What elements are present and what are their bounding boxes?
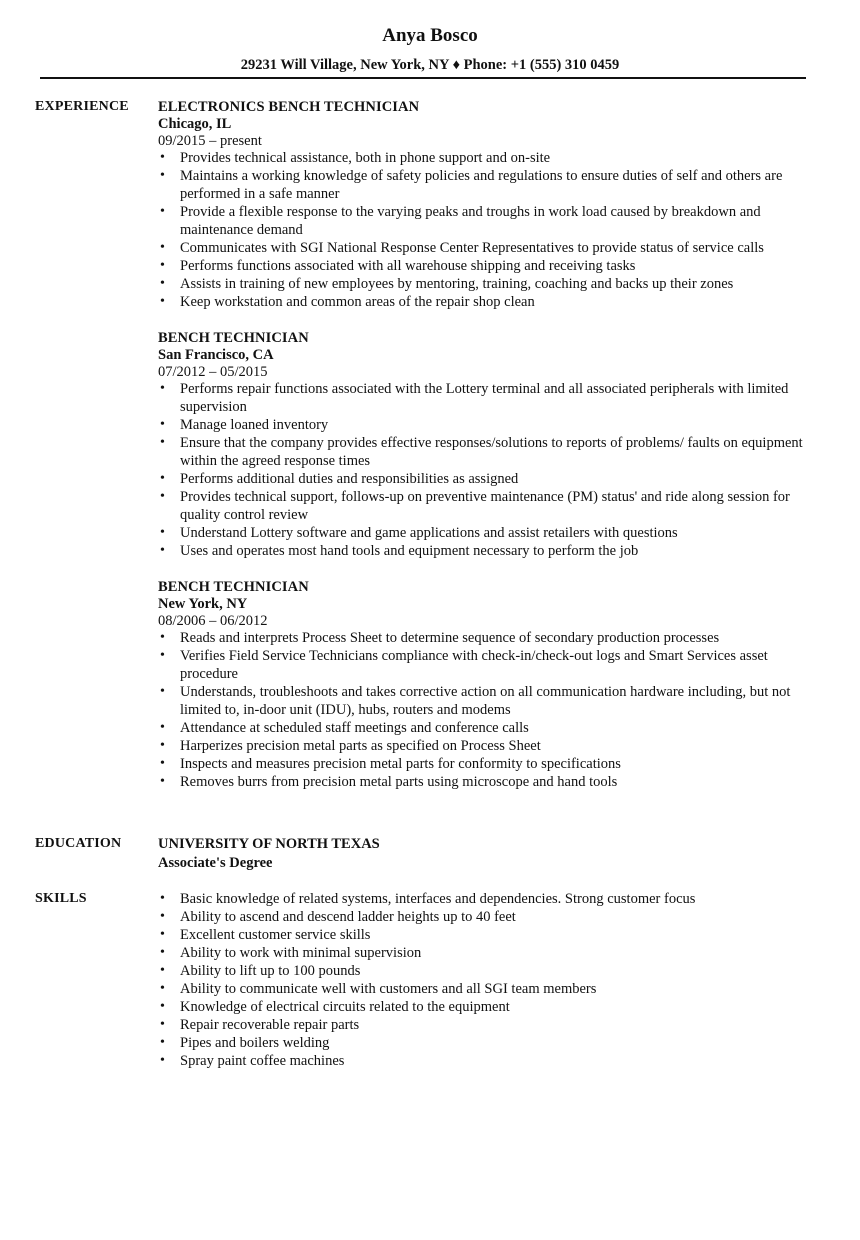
- list-item: • Ensure that the company provides effective responses/solutions to reports of problems/ faults on equipment within the agreed response times: [158, 434, 818, 470]
- list-item: • Provides technical support, follows-up on preventive maintenance (PM) status' and ride along session for quality control review: [158, 488, 818, 524]
- job-location: New York, NY: [158, 596, 248, 612]
- education-body: [158, 835, 818, 873]
- section-label-skills: SKILLS: [35, 891, 87, 906]
- list-item: • Performs repair functions associated with the Lottery terminal and all associated peripherals with limited supervision: [158, 380, 818, 416]
- skills-body: [158, 890, 818, 1070]
- list-item: • Ability to work with minimal supervision: [158, 944, 818, 962]
- list-item: • Inspects and measures precision metal parts for conformity to specifications: [158, 755, 818, 773]
- list-item: • Ability to communicate well with customers and all SGI team members: [158, 980, 818, 998]
- job-duties: [158, 380, 818, 560]
- list-item: • Pipes and boilers welding: [158, 1034, 818, 1052]
- list-item: • Understand Lottery software and game applications and assist retailers with questions: [158, 524, 818, 542]
- list-item: • Reads and interprets Process Sheet to determine sequence of secondary production processes: [158, 629, 818, 647]
- resume-header: [0, 24, 860, 74]
- list-item: • Removes burrs from precision metal parts using microscope and hand tools: [158, 773, 818, 791]
- section-label-education: EDUCATION: [35, 836, 122, 851]
- contact-line: 29231 Will Village, New York, NY ♦ Phone: +1 (555) 310 0459: [240, 57, 620, 73]
- list-item: • Performs functions associated with all warehouse shipping and receiving tasks: [158, 257, 818, 275]
- list-item: • Knowledge of electrical circuits related to the equipment: [158, 998, 818, 1016]
- job-title: ELECTRONICS BENCH TECHNICIAN: [158, 99, 420, 115]
- candidate-name: Anya Bosco: [382, 25, 478, 46]
- job-location: Chicago, IL: [158, 116, 232, 132]
- list-item: • Manage loaned inventory: [158, 416, 818, 434]
- job-location: San Francisco, CA: [158, 347, 274, 363]
- job-dates: 08/2006 – 06/2012: [158, 613, 268, 629]
- list-item: • Understands, troubleshoots and takes corrective action on all communication hardware including, but not limited to, in-door unit (IDU), hubs, routers and modems: [158, 683, 818, 719]
- list-item: • Ability to lift up to 100 pounds: [158, 962, 818, 980]
- list-item: • Harperizes precision metal parts as specified on Process Sheet: [158, 737, 818, 755]
- degree: Associate's Degree: [158, 855, 273, 871]
- list-item: • Ability to ascend and descend ladder heights up to 40 feet: [158, 908, 818, 926]
- job-dates: 09/2015 – present: [158, 133, 262, 149]
- job-dates: 07/2012 – 05/2015: [158, 364, 268, 380]
- list-item: • Keep workstation and common areas of the repair shop clean: [158, 293, 818, 311]
- list-item: • Excellent customer service skills: [158, 926, 818, 944]
- school-name: UNIVERSITY OF NORTH TEXAS: [158, 836, 380, 852]
- job-title: BENCH TECHNICIAN: [158, 330, 309, 346]
- list-item: • Spray paint coffee machines: [158, 1052, 818, 1070]
- job-entry: [158, 329, 818, 560]
- list-item: • Verifies Field Service Technicians compliance with check-in/check-out logs and Smart Services asset procedure: [158, 647, 818, 683]
- list-item: • Communicates with SGI National Response Center Representatives to provide status of service calls: [158, 239, 818, 257]
- list-item: • Provide a flexible response to the varying peaks and troughs in work load caused by breakdown and maintenance demand: [158, 203, 818, 239]
- header-divider: [40, 77, 806, 79]
- list-item: • Repair recoverable repair parts: [158, 1016, 818, 1034]
- job-entry: [158, 98, 818, 311]
- list-item: • Assists in training of new employees by mentoring, training, coaching and backs up their zones: [158, 275, 818, 293]
- list-item: • Provides technical assistance, both in phone support and on-site: [158, 149, 818, 167]
- list-item: • Basic knowledge of related systems, interfaces and dependencies. Strong customer focus: [158, 890, 818, 908]
- experience-body: [158, 98, 818, 809]
- job-duties: [158, 629, 818, 791]
- section-label-experience: EXPERIENCE: [35, 99, 129, 114]
- skills-list: [158, 890, 818, 1070]
- job-duties: [158, 149, 818, 311]
- list-item: • Uses and operates most hand tools and equipment necessary to perform the job: [158, 542, 818, 560]
- list-item: • Performs additional duties and responsibilities as assigned: [158, 470, 818, 488]
- list-item: • Maintains a working knowledge of safety policies and regulations to ensure duties of self and others are performed in a safe manner: [158, 167, 818, 203]
- list-item: • Attendance at scheduled staff meetings and conference calls: [158, 719, 818, 737]
- job-title: BENCH TECHNICIAN: [158, 579, 309, 595]
- job-entry: [158, 578, 818, 791]
